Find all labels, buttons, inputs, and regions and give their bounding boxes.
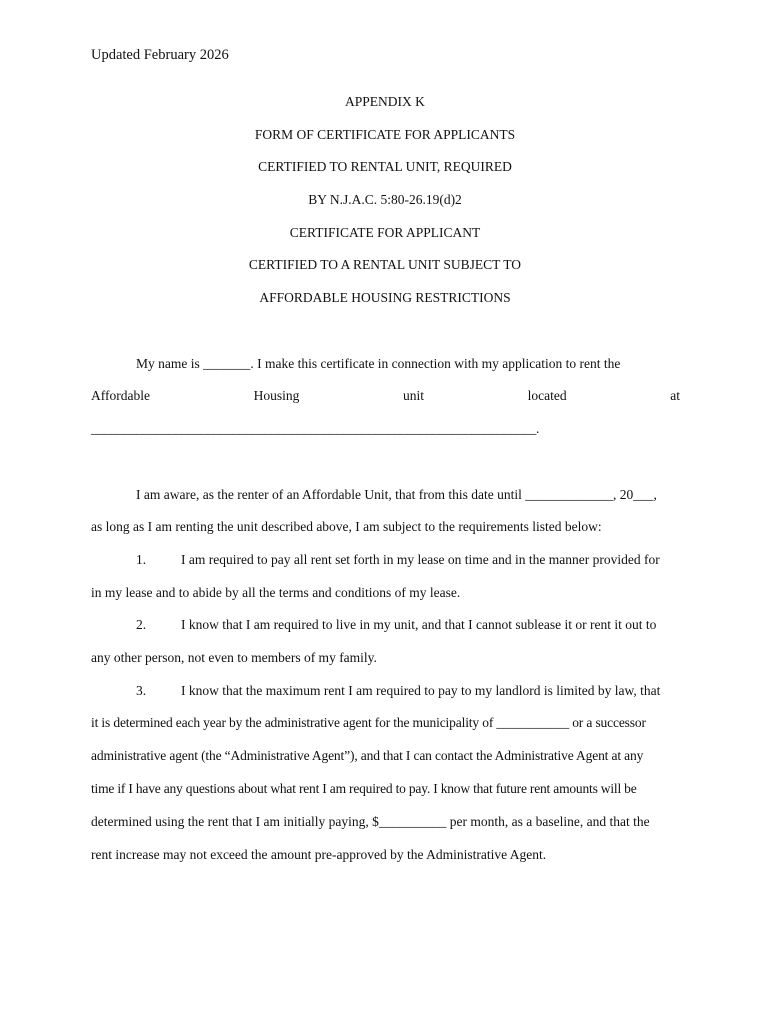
name-statement-line-2 bbox=[91, 388, 680, 404]
requirement-item-3 bbox=[91, 683, 680, 699]
requirement-item-1 bbox=[91, 552, 680, 568]
certificate-title-line-1: CERTIFICATE FOR APPLICANT bbox=[289, 225, 481, 240]
word: at bbox=[670, 388, 680, 403]
requirement-item-3-line-2: it is determined each year by the administrative agent for the municipality of ___________ or a successor bbox=[91, 715, 646, 730]
aware-statement-line-1 bbox=[91, 487, 680, 503]
requirement-item-3-line-5: determined using the rent that I am initially paying, $__________ per month, as a baseline, and that the bbox=[91, 814, 650, 829]
appendix-title: APPENDIX K bbox=[345, 94, 425, 109]
form-title-line-2: CERTIFIED TO RENTAL UNIT, REQUIRED bbox=[258, 159, 512, 174]
certificate-title-line-3: AFFORDABLE HOUSING RESTRICTIONS bbox=[259, 290, 511, 305]
justified-words bbox=[91, 388, 680, 404]
word: Housing bbox=[253, 388, 300, 403]
requirement-item-3-line-3: administrative agent (the “Administrative Agent”), and that I can contact the Administrative Agent at any bbox=[91, 748, 644, 763]
word: Affordable bbox=[91, 388, 150, 403]
word: unit bbox=[403, 388, 425, 403]
aware-statement-line-2: as long as I am renting the unit described above, I am subject to the requirements listed below: bbox=[91, 519, 602, 534]
updated-date: Updated February 2026 bbox=[91, 47, 229, 63]
requirement-item-3-line-6: rent increase may not exceed the amount pre-approved by the Administrative Agent. bbox=[91, 847, 547, 862]
item-number: 2. bbox=[136, 617, 147, 632]
form-title-line-3: BY N.J.A.C. 5:80-26.19(d)2 bbox=[308, 192, 462, 207]
name-statement-line-1 bbox=[91, 356, 680, 372]
aware-statement-text: I am aware, as the renter of an Affordable Unit, that from this date until _____________, 20___, bbox=[136, 487, 657, 502]
name-statement-text: My name is _______. I make this certificate in connection with my application to rent the bbox=[136, 356, 621, 371]
item-text: I know that I am required to live in my unit, and that I cannot sublease it or rent it out to bbox=[181, 617, 657, 632]
requirement-item-1-continued: in my lease and to abide by all the terms and conditions of my lease. bbox=[91, 585, 461, 600]
form-title-line-1: FORM OF CERTIFICATE FOR APPLICANTS bbox=[254, 127, 516, 142]
item-text: I know that the maximum rent I am required to pay to my landlord is limited by law, that bbox=[181, 683, 661, 698]
certificate-title-line-2: CERTIFIED TO A RENTAL UNIT SUBJECT TO bbox=[248, 257, 522, 272]
requirement-item-3-line-4: time if I have any questions about what rent I am required to pay. I know that future rent amounts will be bbox=[91, 781, 637, 796]
justified-line bbox=[91, 356, 680, 372]
word: located bbox=[527, 388, 567, 403]
requirement-item-2-continued: any other person, not even to members of my family. bbox=[91, 650, 377, 665]
item-number: 3. bbox=[136, 683, 147, 698]
item-text: I am required to pay all rent set forth in my lease on time and in the manner provided for bbox=[181, 552, 660, 567]
requirement-item-2 bbox=[91, 617, 680, 633]
address-blank-line: _____________________________________________________________________. bbox=[91, 421, 540, 436]
item-number: 1. bbox=[136, 552, 147, 567]
